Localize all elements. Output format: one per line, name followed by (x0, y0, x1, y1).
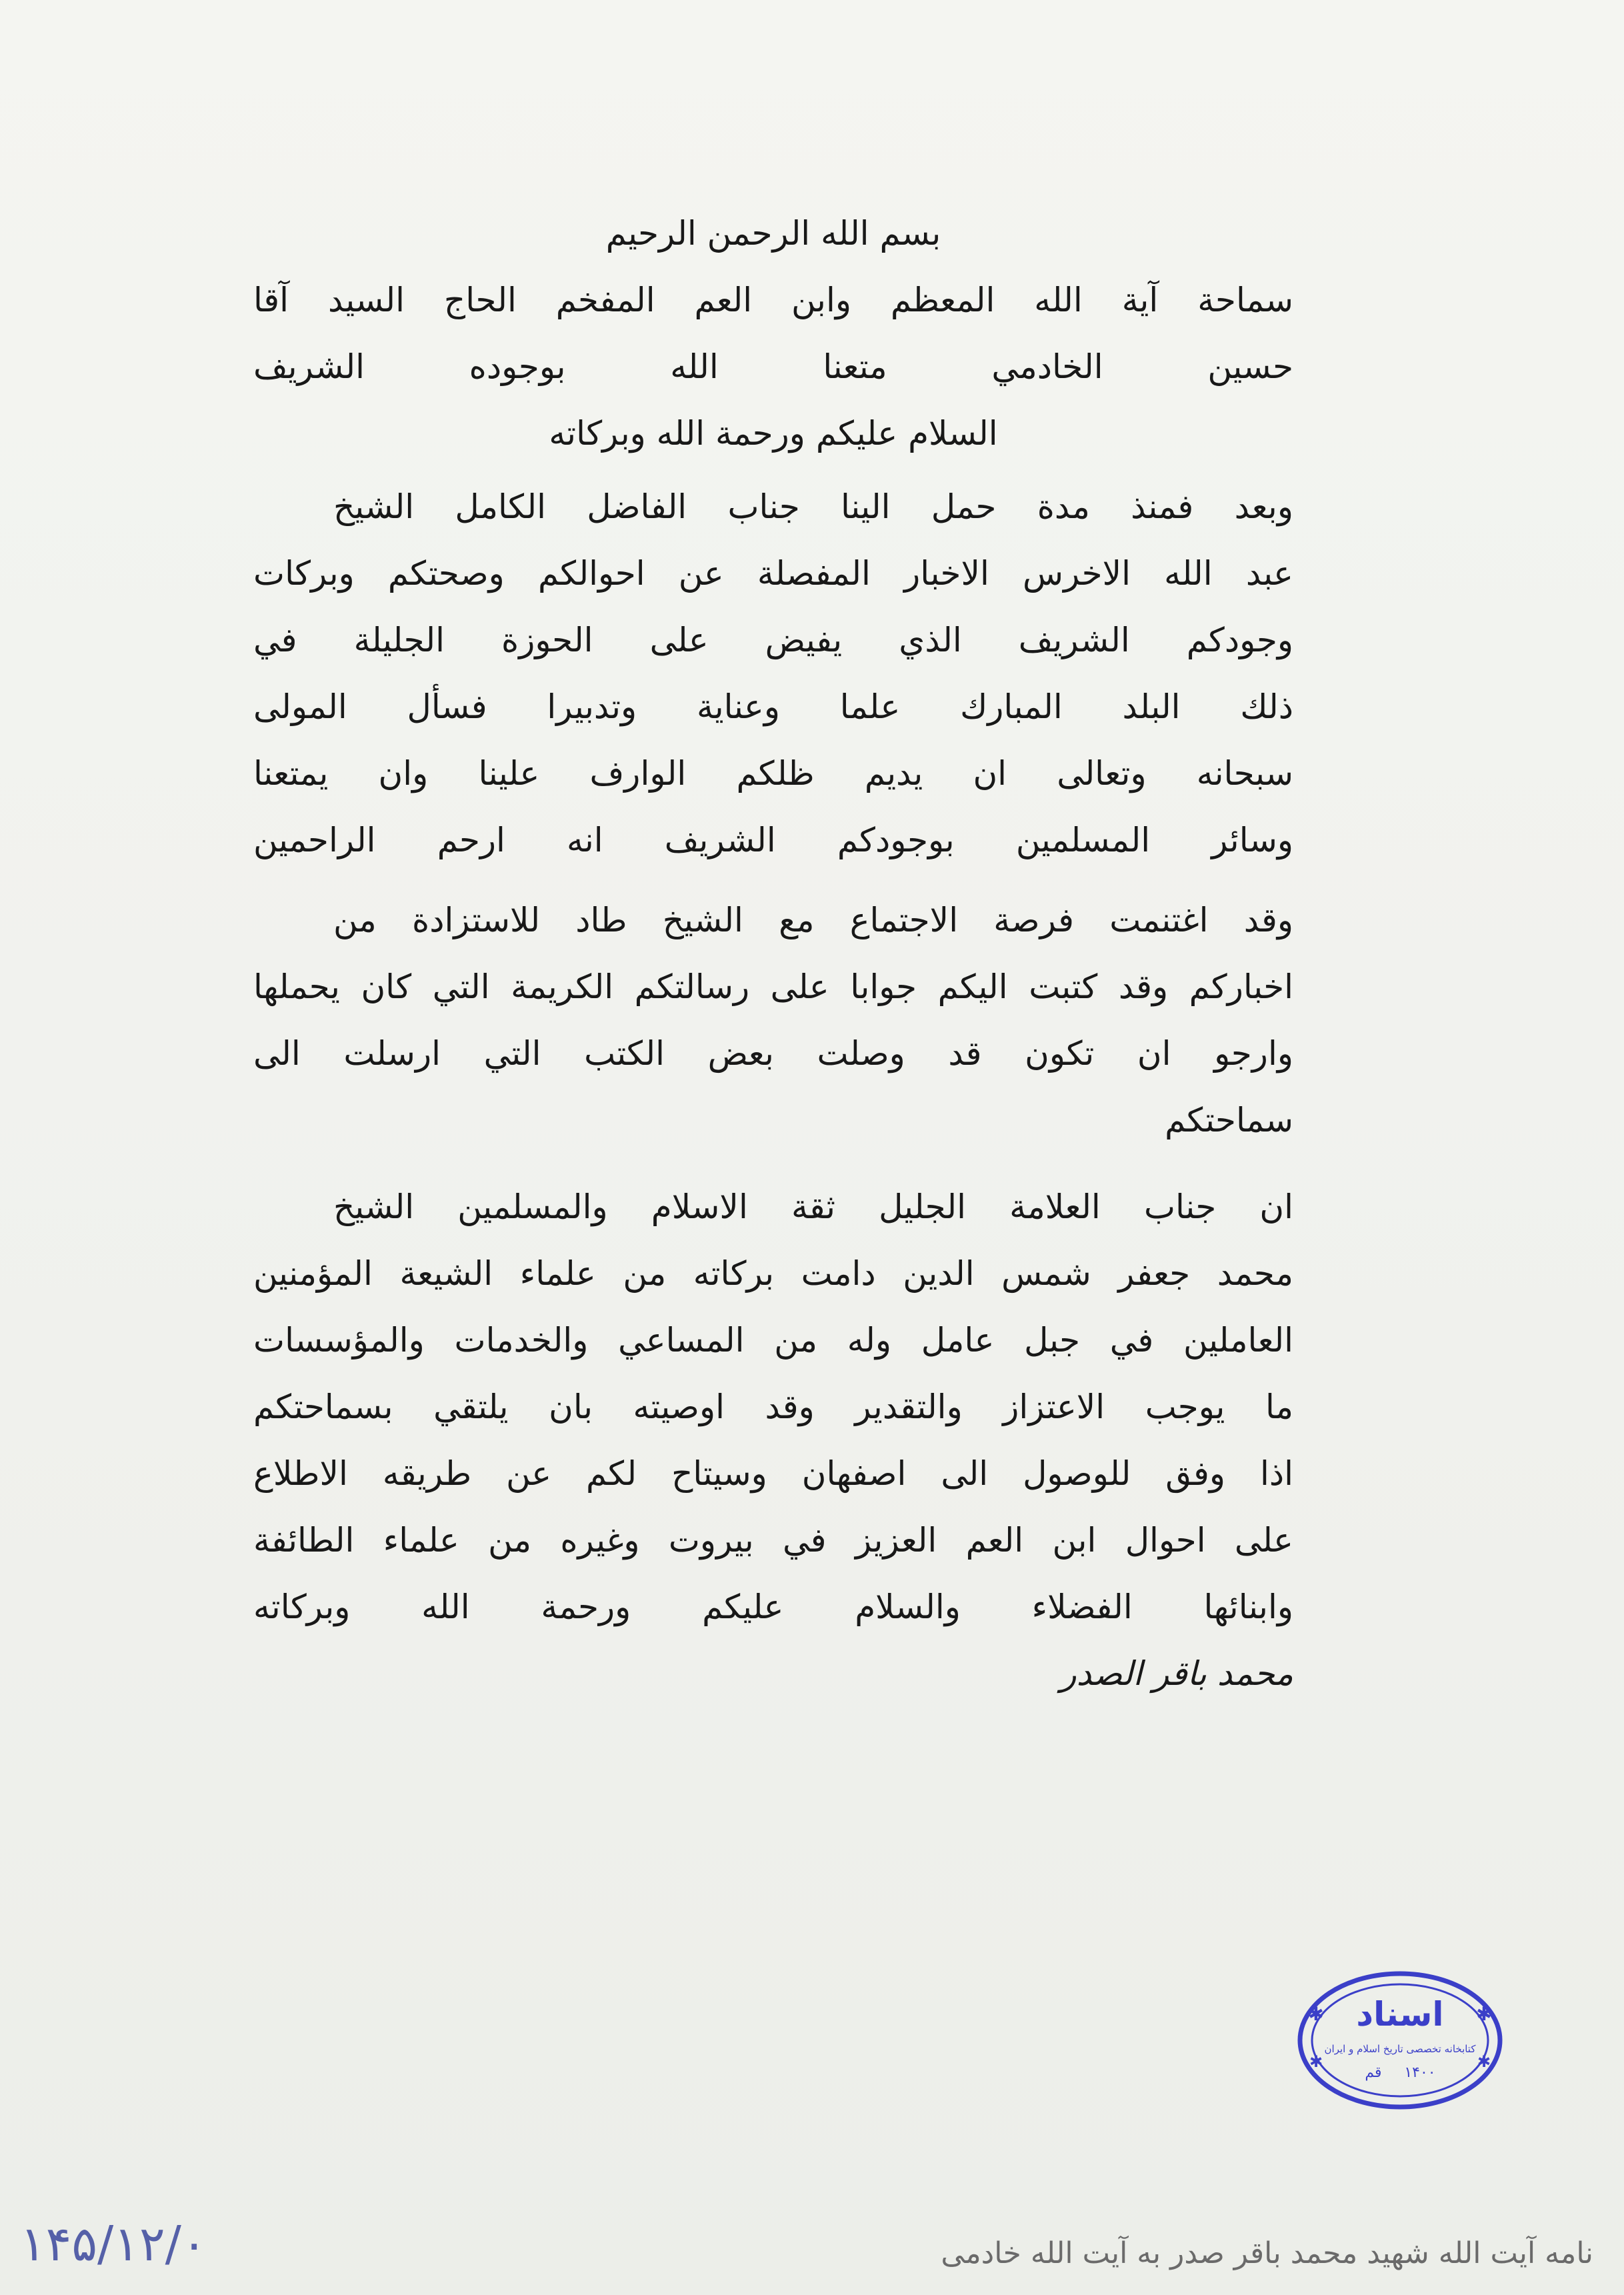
stamp-title: اسناد (1356, 1995, 1444, 2034)
basmala: بسم الله الرحمن الرحيم (605, 214, 941, 253)
signature: محمد باقر الصدر (1060, 1654, 1293, 1693)
star-icon: ✱ (1309, 2052, 1323, 2071)
library-stamp (1293, 1967, 1507, 2114)
star-icon: ✱ (1308, 2003, 1324, 2025)
paragraph1-line-2: عبد الله الاخرس الاخبار المفصلة عن احوالكم وصحتكم وبركات (253, 554, 1293, 593)
stamp-city: قم (1365, 2064, 1382, 2081)
archive-caption: نامه آیت الله شهید محمد باقر صدر به آیت الله خادمی (941, 2236, 1593, 2270)
star-icon: ✱ (1476, 2003, 1492, 2025)
paragraph1-line-6: وسائر المسلمين بوجودكم الشريف انه ارحم الراحمين (253, 821, 1293, 859)
star-icon: ✱ (1477, 2052, 1491, 2071)
reference-number: ۱۴۵/۱۲/۰ (20, 2216, 207, 2272)
paragraph3-line-7: وابنائها الفضلاء والسلام عليكم ورحمة الله وبركاته (253, 1588, 1293, 1626)
paragraph3-line-6: على احوال ابن العم العزيز في بيروت وغيره من علماء الطائفة (253, 1521, 1293, 1560)
handwritten-letter (253, 200, 1293, 1720)
paragraph2-line-1: وقد اغتنمت فرصة الاجتماع مع الشيخ طاد للاستزادة من (333, 901, 1293, 939)
stamp-ring-text: کتابخانه تخصصی تاریخ اسلام و ایران (1324, 2043, 1476, 2055)
greeting-line: السلام عليكم ورحمة الله وبركاته (549, 414, 998, 453)
paragraph3-line-4: ما يوجب الاعتزاز والتقدير وقد اوصيته بان يلتقي بسماحتكم (253, 1388, 1293, 1426)
paragraph1-line-5: سبحانه وتعالى ان يديم ظلكم الوارف علينا وان يمتعنا (253, 754, 1293, 793)
paragraph2-line-2: اخباركم وقد كتبت اليكم جوابا على رسالتكم الكريمة التي كان يحملها (253, 967, 1293, 1006)
paragraph3-line-5: اذا وفق للوصول الى اصفهان وسيتاح لكم عن طريقه الاطلاع (253, 1454, 1293, 1493)
paragraph3-line-1: ان جناب العلامة الجليل ثقة الاسلام والمسلمين الشيخ (333, 1188, 1293, 1226)
paragraph1-line-4: ذلك البلد المبارك علما وعناية وتدبيرا فسأل المولى (253, 687, 1293, 726)
paragraph2-line-3: وارجو ان تكون قد وصلت بعض الكتب التي ارسلت الى (253, 1034, 1293, 1073)
address-line-2: حسين الخادمي متعنا الله بوجوده الشريف (253, 347, 1293, 386)
paragraph2-line-4: سماحتكم (1165, 1101, 1293, 1139)
paragraph3-line-2: محمد جعفر شمس الدين دامت بركاته من علماء الشيعة المؤمنين (253, 1254, 1293, 1293)
paragraph1-line-1: وبعد فمنذ مدة حمل الينا جناب الفاضل الكامل الشيخ (333, 487, 1293, 526)
paragraph1-line-3: وجودكم الشريف الذي يفيض على الحوزة الجليلة في (253, 621, 1293, 659)
paragraph3-line-3: العاملين في جبل عامل وله من المساعي والخدمات والمؤسسات (253, 1321, 1293, 1360)
stamp-year: ۱۴۰۰ (1404, 2064, 1436, 2081)
address-line-1: سماحة آية الله المعظم وابن العم المفخم الحاج السيد آقا (253, 281, 1293, 319)
